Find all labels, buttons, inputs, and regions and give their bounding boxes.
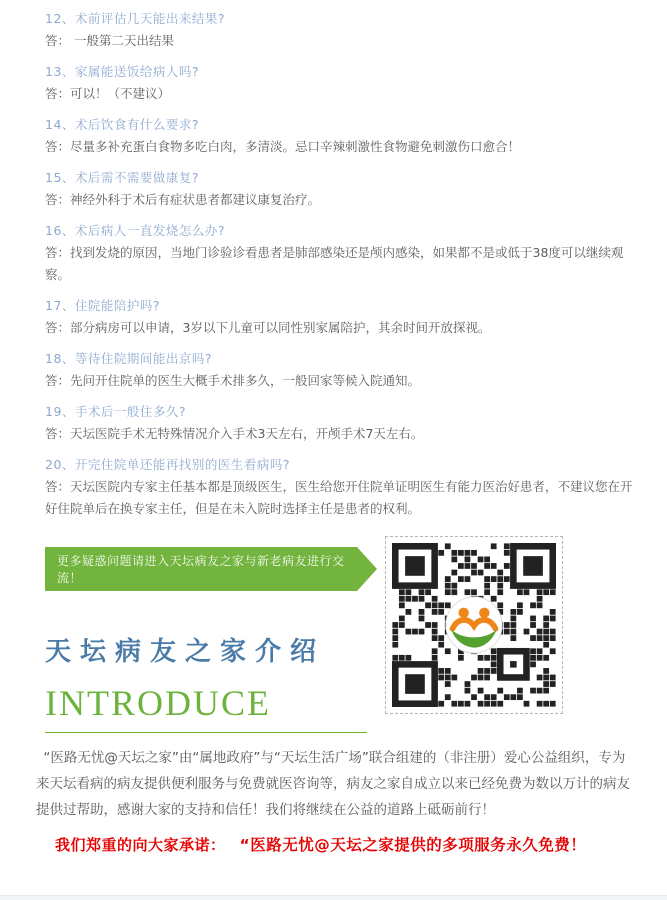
intro-title: 天坛病友之家介绍: [45, 637, 326, 667]
faq-question: 17、住院能陪护吗?: [45, 298, 161, 313]
faq-answer: 答：先问开住院单的医生大概手术排多久，一般回家等候入院通知。: [45, 373, 421, 388]
faq-answer: 答：天坛医院内专家主任基本都是顶级医生，医生给您开住院单证明医生有能力医治好患者，不建议您在开好住院单后在换专家主任，但是在未入院时选择主任是患者的权利。: [45, 479, 633, 516]
banner-text: 更多疑惑问题请进入天坛病友之家与新老病友进行交流！: [57, 554, 345, 585]
faq-question: 20、开完住院单还能再找别的医生看病吗?: [45, 457, 291, 472]
promise-prefix: 我们郑重的向大家承诺：: [55, 836, 226, 854]
intro-section: [0, 529, 667, 733]
intro-paragraph: “医路无忧@天坛之家”由“属地政府”与“天坛生活广场”联合组建的（非注册）爱心公益组织，专为来天坛看病的病友提供便利服务与免费就医咨询等，病友之家自成立以来已经免费为数以万计的病友提供过帮助，感谢大家的支持和信任！我们将继续在公益的道路上砥砺前行！: [36, 750, 630, 818]
family-heart-logo-icon: [444, 595, 504, 655]
faq-answer: 答：尽量多补充蛋白食物多吃白肉，多清淡。忌口辛辣刺激性食物避免刺激伤口愈合！: [45, 139, 521, 154]
faq-answer: 答：部分病房可以申请，3岁以下儿童可以同性别家属陪护，其余时间开放探视。: [45, 320, 491, 335]
faq-item-18: [45, 348, 637, 392]
faq-question: 13、家属能送饭给病人吗?: [45, 64, 200, 79]
faq-item-12: [45, 8, 637, 52]
intro-left-column: [45, 529, 385, 733]
faq-question: 15、术后需不需要做康复?: [45, 170, 200, 185]
faq-item-19: [45, 401, 637, 445]
page-bottom-divider: [0, 895, 667, 900]
faq-question: 14、术后饮食有什么要求?: [45, 117, 200, 132]
promise-line: [55, 833, 667, 855]
faq-item-20: [45, 454, 637, 520]
faq-item-13: [45, 61, 637, 105]
intro-subtitle: INTRODUCE: [45, 683, 271, 723]
faq-question: 19、手术后一般住多久?: [45, 404, 187, 419]
faq-answer: 答：神经外科于术后有症状患者都建议康复治疗。: [45, 192, 321, 207]
intro-divider: [45, 732, 367, 733]
promise-highlight: “医路无忧@天坛之家提供的多项服务永久免费！: [239, 836, 587, 854]
faq-item-16: [45, 220, 637, 286]
faq-item-17: [45, 295, 637, 339]
faq-answer: 答：找到发烧的原因，当地门诊验诊看患者是肺部感染还是颅内感染，如果都不是或低于38度可以继续观察。: [45, 245, 624, 282]
faq-item-15: [45, 167, 637, 211]
faq-answer: 答：天坛医院手术无特殊情况介入手术3天左右，开颅手术7天左右。: [45, 426, 424, 441]
qr-code: [385, 536, 563, 714]
faq-item-14: [45, 114, 637, 158]
faq-question: 18、等待住院期间能出京吗?: [45, 351, 213, 366]
faq-answer: 答： 一般第二天出结果: [45, 33, 174, 48]
faq-question: 12、术前评估几天能出来结果?: [45, 11, 226, 26]
faq-question: 16、术后病人一直发烧怎么办?: [45, 223, 226, 238]
faq-answer: 答：可以！（不建议）: [45, 86, 171, 101]
community-banner-arrow: [45, 547, 357, 591]
